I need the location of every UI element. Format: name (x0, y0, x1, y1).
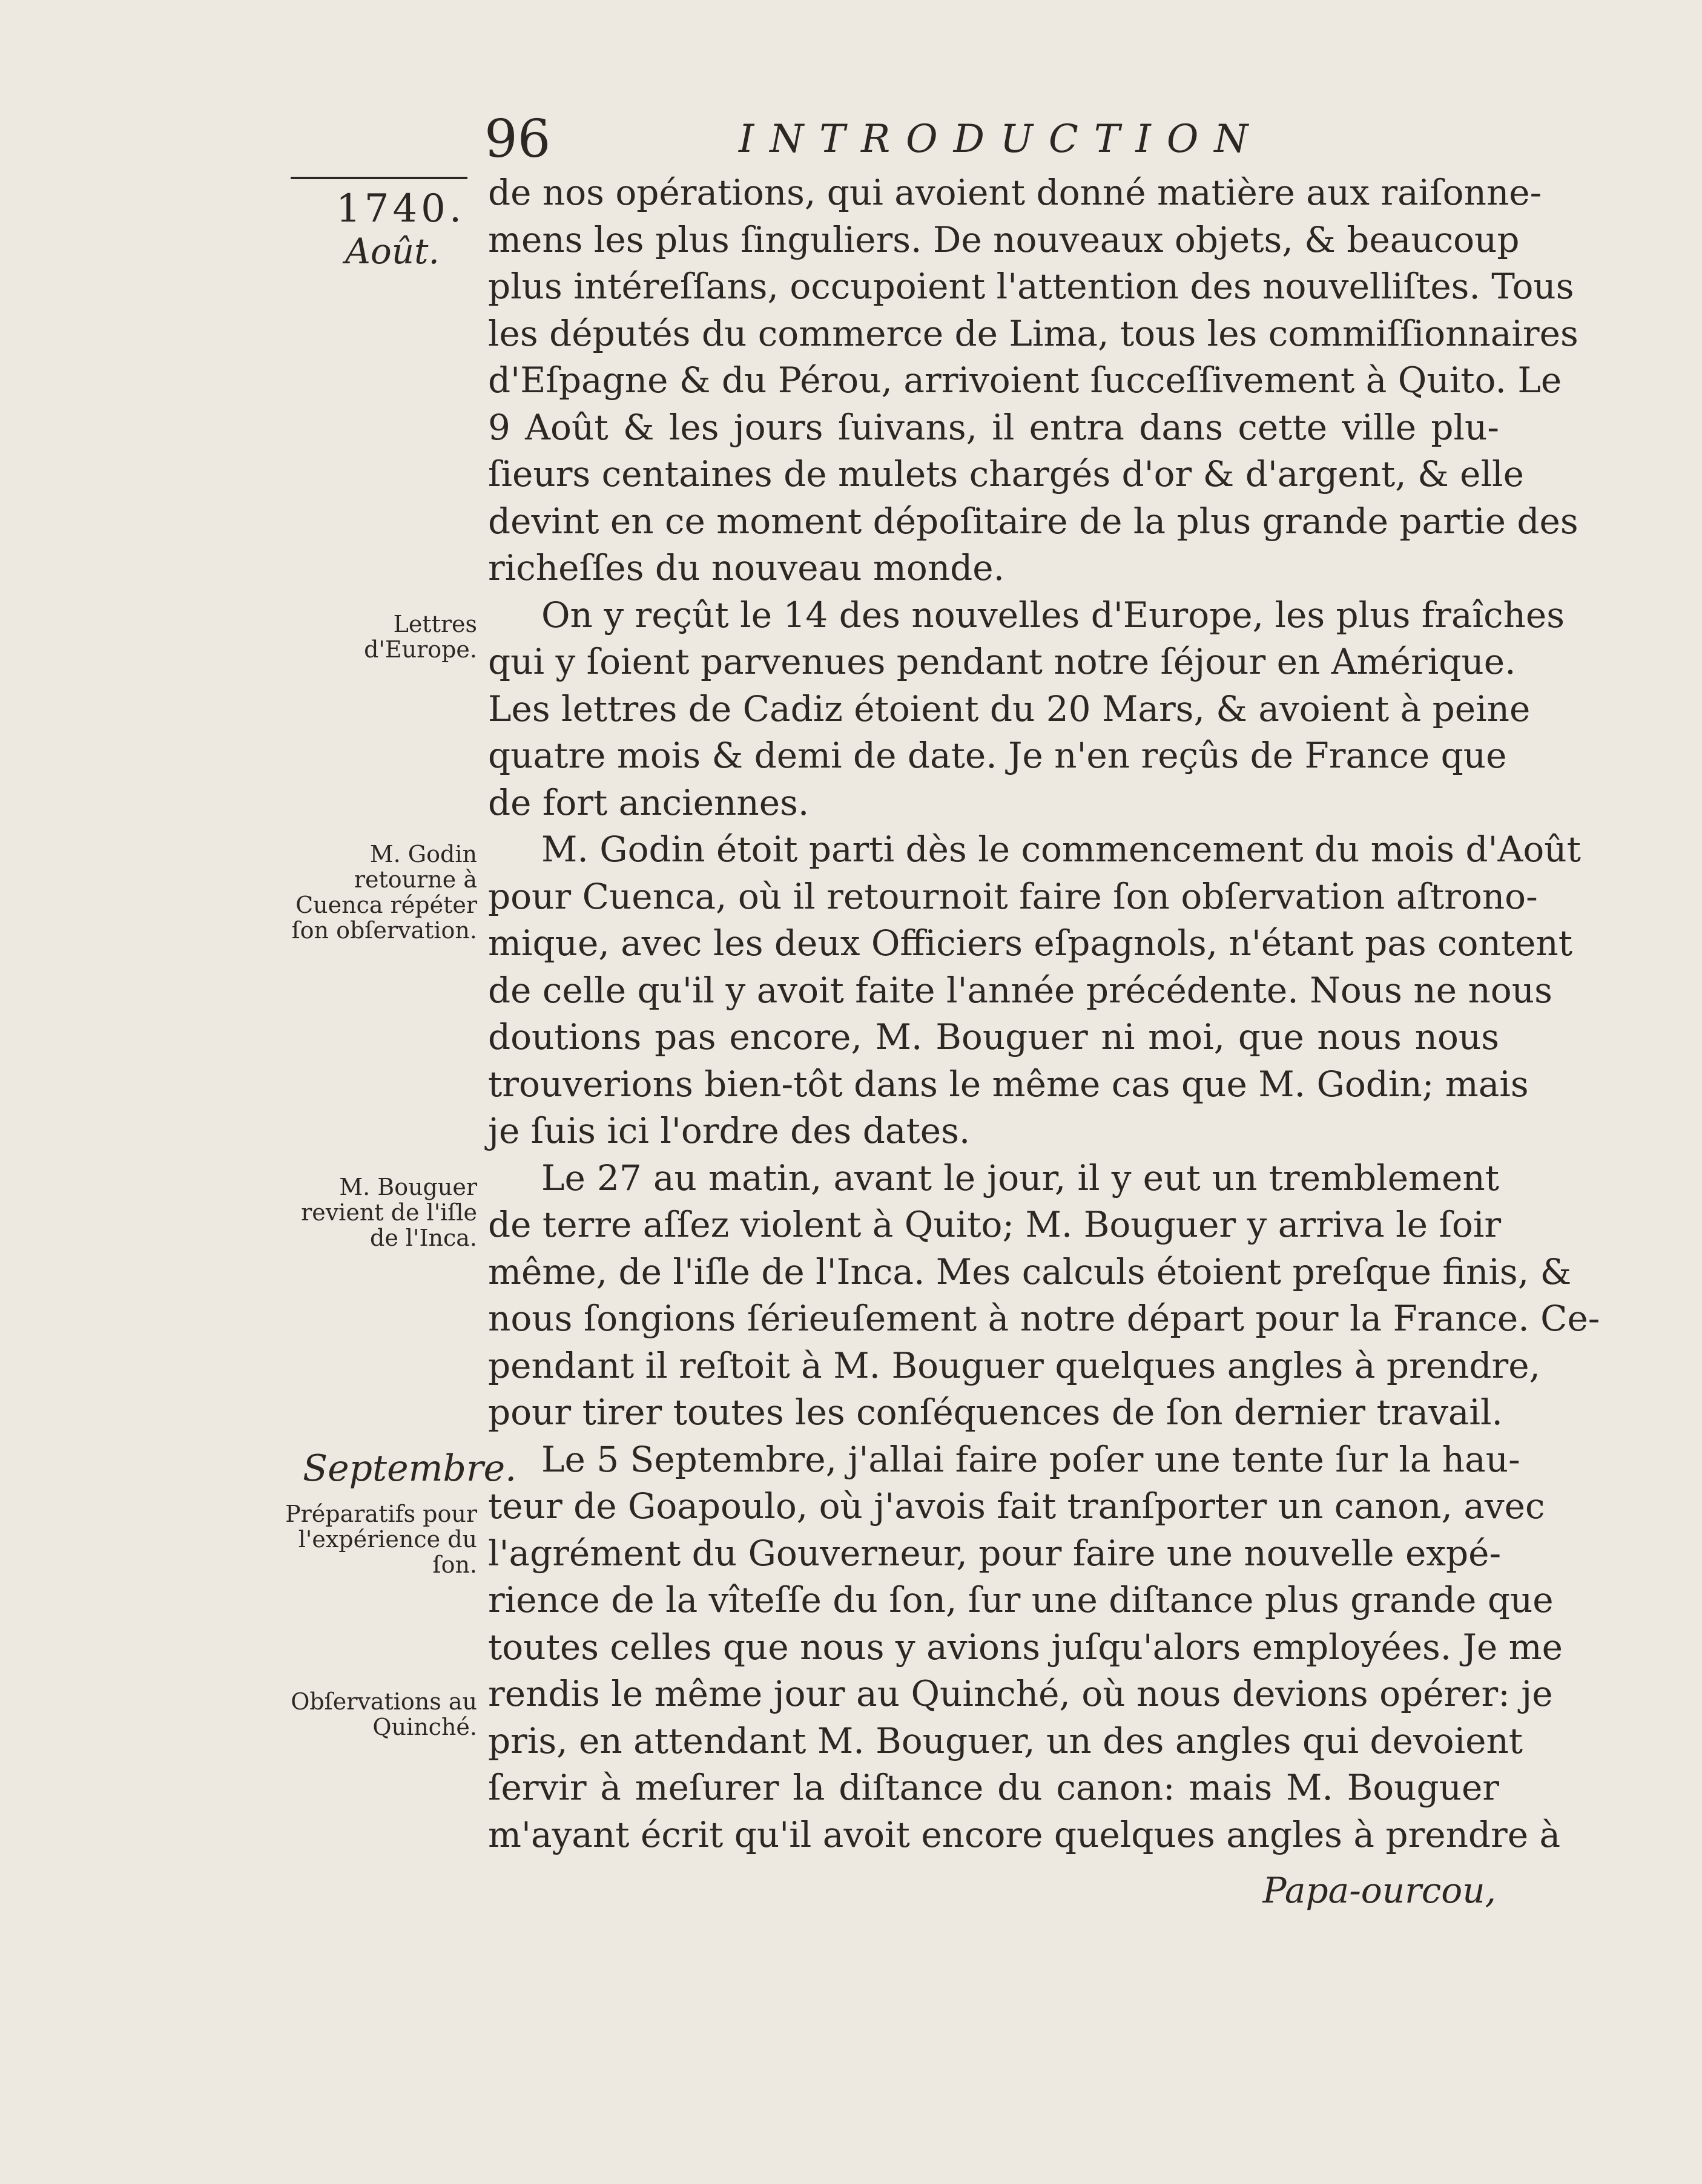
text-line: je ſuis ici l'ordre des dates. (488, 1110, 971, 1151)
catchword: Papa-ourcou, (1262, 1870, 1496, 1911)
text-line: rendis le même jour au Quinché, où nous devions opérer: je (488, 1673, 1553, 1714)
text-line: mens les plus ſinguliers. De nouveaux objets, & beaucoup (488, 219, 1520, 260)
text-line: quatre mois & demi de date. Je n'en reçûs de France que (488, 735, 1507, 776)
margin-rule (291, 177, 467, 179)
margin-note-preparatifs: Préparatifs pour l'expérience du ſon. (285, 1501, 477, 1578)
text-line: les députés du commerce de Lima, tous les commiſſionnaires (488, 312, 1578, 354)
margin-note-lettres: Lettres d'Europe. (364, 611, 477, 663)
text-line: de fort anciennes. (488, 781, 810, 823)
text-line: Les lettres de Cadiz étoient du 20 Mars, & avoient à peine (488, 688, 1531, 729)
text-line: doutions pas encore, M. Bouguer ni moi, que nous nous (488, 1016, 1499, 1057)
text-line: m'ayant écrit qu'il avoit encore quelques angles à prendre à (488, 1814, 1561, 1855)
text-line: 9 Août & les jours ſuivans, il entra dans cette ville plu- (488, 406, 1499, 448)
text-line: pour Cuenca, où il retournoit faire ſon obſervation aſtrono- (488, 875, 1538, 917)
text-line: ſervir à meſurer la diſtance du canon: mais M. Bouguer (488, 1767, 1499, 1808)
text-line: pris, en attendant M. Bouguer, un des angles qui devoient (488, 1720, 1523, 1761)
body-text (488, 169, 1600, 1858)
text-line: ſieurs centaines de mulets chargés d'or & d'argent, & elle (488, 453, 1524, 495)
text-line: M. Godin étoit parti dès le commencement du mois d'Août (541, 829, 1581, 870)
text-line: pour tirer toutes les conſéquences de ſon dernier travail. (488, 1392, 1503, 1433)
text-line: toutes celles que nous y avions juſqu'alors employées. Je me (488, 1626, 1563, 1668)
text-line: d'Eſpagne & du Pérou, arrivoient ſucceſſivement à Quito. Le (488, 360, 1562, 401)
text-line: Le 27 au matin, avant le jour, il y eut un tremblement (541, 1157, 1499, 1199)
margin-note-godin: M. Godin retourne à Cuenca répéter ſon obſervation. (291, 841, 477, 944)
margin-note-quinche: Obſervations au Quinché. (291, 1688, 477, 1740)
text-line: On y reçût le 14 des nouvelles d'Europe, les plus fraîches (541, 594, 1565, 636)
text-line: de celle qu'il y avoit faite l'année précédente. Nous ne nous (488, 969, 1552, 1011)
margin-year: 1740. (336, 186, 466, 231)
text-line: richeſſes du nouveau monde. (488, 547, 1005, 588)
text-line: rience de la vîteſſe du ſon, ſur une diſtance plus grande que (488, 1579, 1554, 1620)
text-line: même, de l'iſle de l'Inca. Mes calculs étoient preſque finis, & (488, 1251, 1572, 1292)
text-line: l'agrément du Gouverneur, pour faire une nouvelle expé- (488, 1532, 1502, 1574)
text-line: de nos opérations, qui avoient donné matière aux raiſonne- (488, 172, 1542, 213)
text-line: de terre aſſez violent à Quito; M. Bouguer y arriva le ſoir (488, 1204, 1502, 1245)
text-line: trouverions bien-tôt dans le même cas que M. Godin; mais (488, 1063, 1529, 1105)
margin-note-bouguer: M. Bouguer revient de l'iſle de l'Inca. (301, 1174, 477, 1251)
text-line: plus intéreſſans, occupoient l'attention des nouvelliſtes. Tous (488, 266, 1574, 307)
text-line: nous ſongions ſérieuſement à notre départ pour la France. Ce- (488, 1298, 1600, 1339)
text-line: teur de Goapoulo, où j'avois fait tranſporter un canon, avec (488, 1485, 1545, 1527)
page-number: 96 (484, 109, 551, 169)
margin-month: Août. (345, 231, 440, 272)
text-line: qui y ſoient parvenues pendant notre ſéjour en Amérique. (488, 641, 1516, 682)
running-title: INTRODUCTION (739, 117, 1264, 162)
margin-month-september: Septembre. (303, 1447, 517, 1490)
text-line: devint en ce moment dépoſitaire de la plus grande partie des (488, 500, 1578, 542)
text-line: mique, avec les deux Officiers eſpagnols, n'étant pas content (488, 923, 1573, 964)
text-line: Le 5 Septembre, j'allai faire poſer une tente ſur la hau- (541, 1438, 1520, 1480)
text-line: pendant il reſtoit à M. Bouguer quelques angles à prendre, (488, 1344, 1540, 1386)
